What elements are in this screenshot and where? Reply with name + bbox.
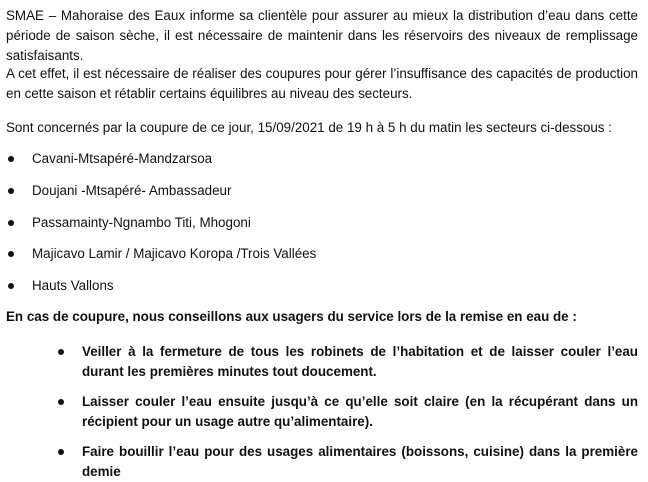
intro-paragraph: SMAE – Mahoraise des Eaux informe sa clientèle pour assurer au mieux la distribution d’eau dans cette période de saison sèche, il est nécessaire de maintenir dans les réservoirs des niveaux de remplissage satisfaisants. <box>6 8 638 63</box>
advice-list-item <box>58 442 638 482</box>
bullet-icon <box>8 283 14 289</box>
sector-label: Hauts Vallons <box>32 278 114 293</box>
bullet-icon <box>58 449 64 455</box>
bullet-icon <box>8 251 14 257</box>
advice-text: Laisser couler l’eau ensuite jusqu’à ce qu’elle soit claire (en la récupérant dans un récipient pour un usage autre qu’alimentaire). <box>82 394 638 429</box>
bullet-icon <box>58 399 64 405</box>
advice-list-item <box>58 392 638 432</box>
sector-list-item <box>8 213 251 233</box>
advice-text: Faire bouillir l’eau pour des usages alimentaires (boissons, cuisine) dans la première demie <box>82 444 638 479</box>
advice-list-item <box>58 342 638 382</box>
concerned-paragraph: Sont concernés par la coupure de ce jour, 15/09/2021 de 19 h à 5 h du matin les secteurs ci-dessous : <box>6 120 612 135</box>
bullet-icon <box>8 156 14 162</box>
bullet-icon <box>58 349 64 355</box>
sector-list-item <box>8 244 316 264</box>
sector-label: Cavani-Mtsapéré-Mandzarsoa <box>32 151 213 166</box>
sector-label: Majicavo Lamir / Majicavo Koropa /Trois Vallées <box>32 246 317 261</box>
sector-list-item <box>8 149 212 169</box>
sector-label: Passamainty-Ngnambo Titi, Mhogoni <box>32 215 251 230</box>
bullet-icon <box>8 188 14 194</box>
bullet-icon <box>8 220 14 226</box>
sector-list-item <box>8 276 114 296</box>
sector-list-item <box>8 181 231 201</box>
sector-label: Doujani -Mtsapéré- Ambassadeur <box>32 183 232 198</box>
effect-paragraph: A cet effet, il est nécessaire de réaliser des coupures pour gérer l’insuffisance des capacités de production en cette saison et rétablir certains équilibres au niveau des secteurs. <box>6 66 638 101</box>
advice-text: Veiller à la fermeture de tous les robinets de l’habitation et de laisser couler l’eau durant les premières minutes tout doucement. <box>82 344 638 379</box>
advice-heading: En cas de coupure, nous conseillons aux usagers du service lors de la remise en eau de : <box>6 309 577 324</box>
